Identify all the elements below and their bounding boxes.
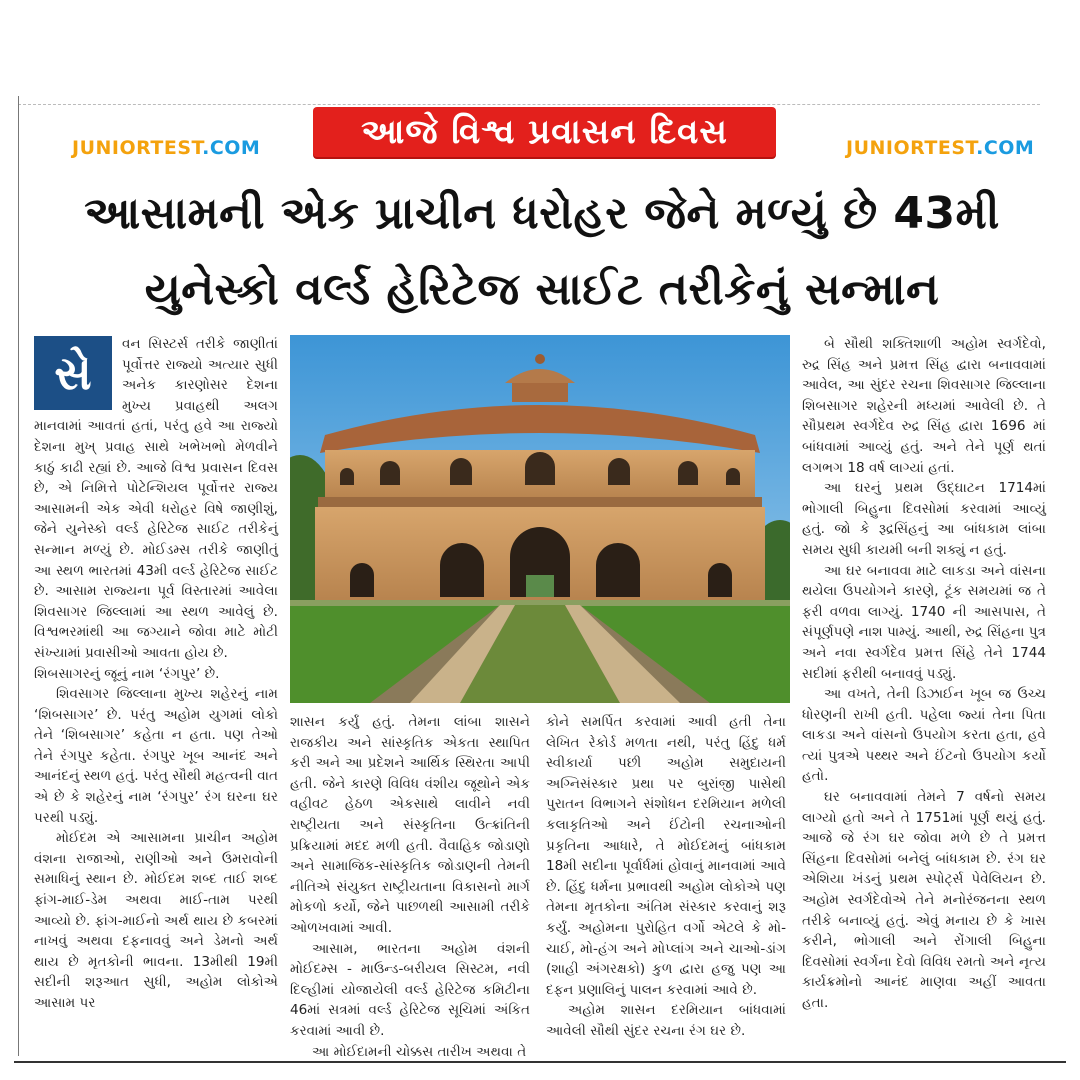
top-rule xyxy=(18,104,1040,105)
col3-paragraph-1: કોને સમર્પિત કરવામાં આવી હતી તેના લેખિત રેકોર્ડ મળતા નથી, પરંતુ હિંદુ ધર્મ સ્વીકાર્યા પછી અહોમ સમુદાયની અગ્નિસંસ્કાર પ્રથા પર બુરાંજી પાસેથી પુરાતન વિભાગને સંશોધન દરમિયાન મળેલી કલાકૃતિઓ અને ઈંટોની રચનાઓની પ્રકૃતિના આધારે, તે મોઈદમનું બાંધકામ 18મી સદીના પૂર્વાર્ધમાં હોવાનું માનવામાં આવે છે. હિંદુ ધર્મના પ્રભાવથી અહોમ લોકોએ પણ તેમના મૃતકોના અંતિમ સંસ્કાર કરવાનું શરૂ કર્યું. અહોમના પુરોહિત વર્ગો એટલે કે મો-ચાઈ, મો-હંગ અને મોપ્લાંગ અને ચાઓ-ડાંગ (શાહી અંગરક્ષકો) કુળ દ્વારા હજુ પણ આ દફન પ્રણાલિનું પાલન કરવામાં આવે છે. xyxy=(546,714,786,998)
watermark-right-suffix: .COM xyxy=(976,137,1035,159)
photo-image xyxy=(290,335,790,703)
col1-paragraph-2: શિબસાગરનું જૂનું નામ ‘રંગપુર’ છે. xyxy=(34,665,220,682)
rang-ghar-photo xyxy=(290,335,790,703)
col1-paragraph-1: વન સિસ્ટર્સ તરીકે જાણીતાં પૂર્વોત્તર રાજ્યો અત્યાર સુધી અનેક કારણોસર દેશના મુખ્ય પ્રવાહથી અલગ માનવામાં આવતાં હતાં, પરંતુ હવે આ રાજ્યો દેશના મુખ્ પ્રવાહ સાથે ખભેખભો મેળવીને કાઠું કાઢી રહ્યાં છે. આજે વિશ્વ પ્રવાસન દિવસ છે, એ નિમિત્તે પોટેન્શિયલ પૂર્વોત્તર રાજ્ય આસામની એક એવી ધરોહર વિષે જાણીશું, જેને યુનેસ્કો વર્લ્ડ હેરિટેજ સાઈટ તરીકેનું સન્માન મળ્યું છે. મોઈડમ્સ તરીકે જાણીતું આ સ્થળ ભારતમાં 43મી વર્લ્ડ હેરિટેજ સાઈટ છે. આસામ રાજ્યના પૂર્વ વિસ્તારમાં આવેલા શિવસાગર જિલ્લામાં આ સ્થળ આવેલું છે. વિશ્વભરમાંથી આ જગ્યાને જોવા માટે મોટી સંખ્યામાં પ્રવાસીઓ આવતા હોય છે. xyxy=(34,336,278,661)
article-column-4 xyxy=(802,334,1046,1014)
col1-paragraph-3: શિવસાગર જિલ્લાના મુખ્ય શહેરનું નામ ‘શિબસાગર’ છે. પરંતુ અહોમ યુગમાં લોકો તેને ‘શિબસાગર’ કહેતા ન હતા. પણ તેઓ તેને રંગપુર કહેતા. રંગપુર ખૂબ આનંદ અને આનંદનું સ્થળ હતું. પરંતુ સૌથી મહત્વની વાત એ છે કે શહેરનું નામ ‘રંગપુર’ રંગ ઘરના ઘર પરથી પડ્યું. xyxy=(34,686,278,826)
article-column-1 xyxy=(34,334,278,1014)
watermark-left-suffix: .COM xyxy=(202,137,261,159)
headline-line2: યુનેસ્કો વર્લ્ડ હેરિટેજ સાઈટ તરીકેનું સન્માન xyxy=(144,264,940,315)
col2-paragraph-1: શાસન કર્યું હતું. તેમના લાંબા શાસને રાજકીય અને સાંસ્કૃતિક એકતા સ્થાપિત કરી અને આ પ્રદેશને આર્થિક સ્થિરતા આપી હતી. જેને કારણે વિવિધ વંશીય જૂથોને એક વહીવટ હેઠળ એકસાથે લાવીને નવી રાષ્ટ્રીયતા અને સંસ્કૃતિના ઉત્ક્રાંતિની પ્રક્રિયામાં મદદ મળી હતી. વૈવાહિક જોડાણો અને સામાજિક-સાંસ્કૃતિક જોડાણની તેમની નીતિએ સંયુક્ત રાષ્ટ્રીયતાના વિકાસનો માર્ગ મોકળો કર્યો, જેને પાછળથી આસામી તરીકે ઓળખવામાં આવી. xyxy=(290,714,530,936)
col4-paragraph-5: ઘર બનાવવામાં તેમને 7 વર્ષનો સમય લાગ્યો હતો અને તે 1751માં પૂર્ણ થયું હતું. આજે જે રંગ ઘર જોવા મળે છે તે પ્રમત્ત સિંહના દિવસોમાં બનેલું બાંધકામ છે. રંગ ઘર એશિયા ખંડનું પ્રથમ સ્પોર્ટ્સ પેવેલિયન છે. અહોમ સ્વર્ગદેવોએ તેને મનોરંજનના સ્થળ તરીકે બનાવ્યું હતું. એવું મનાય છે કે ખાસ કરીને, ભોગાલી અને રોંગાલી બિહુના દિવસોમાં સ્વર્ગના દેવો વિવિધ રમતો અને નૃત્ય કાર્યક્રમોનો આનંદ માણવા અહીં આવતા હતા. xyxy=(802,789,1046,1011)
watermark-left-text: JUNIORTEST xyxy=(72,137,203,159)
left-rule xyxy=(18,96,19,1056)
col1-paragraph-4: મોઈદમ એ આસામના પ્રાચીન અહોમ વંશના રાજાઓ, રાણીઓ અને ઉમરાવોની સમાધિનું સ્થાન છે. મોઈદમ શબ્દ તાઈ શબ્દ ફાંગ-માઈ-ડેમ અથવા માઈ-તામ પરથી આવ્યો છે. ફાંગ-માઈનો અર્થ થાય છે કબરમાં નાખવું અથવા દફનાવવું અને ડેમનો અર્થ થાય છે મૃતકોની ભાવના. 13મીથી 19મી સદીની શરૂઆત સુધી, અહોમ લોકોએ આસામ પર xyxy=(34,830,278,1011)
col2-paragraph-3: આ મોઈદામની ચોક્કસ તારીખ અથવા તે xyxy=(312,1043,527,1060)
col4-paragraph-1: બે સૌથી શક્તિશાળી અહોમ સ્વર્ગદેવો, રુદ્ર સિંહ અને પ્રમત્ત સિંહ દ્વારા બનાવવામાં આવેલ, આ સુંદર રચના શિવસાગર જિલ્લાના શિબસાગર શહેરની મધ્યમાં આવેલી છે. તે સૌપ્રથમ સ્વર્ગદેવ રુદ્ર સિંહ દ્વારા 1696 માં બાંધવામાં આવ્યું હતું. અને તેને પૂર્ણ થતાં લગભગ 18 વર્ષ લાગ્યાં હતાં. xyxy=(802,336,1046,476)
watermark-left xyxy=(72,137,260,159)
article-column-2 xyxy=(290,712,530,1062)
drop-cap: સે xyxy=(34,336,112,410)
watermark-right-text: JUNIORTEST xyxy=(846,137,977,159)
col2-paragraph-2: આસામ, ભારતના અહોમ વંશની મોઈદમ્સ - માઉન્ડ-બરીયલ સિસ્ટમ, નવી દિલ્હીમાં યોજાયેલી વર્લ્ડ હેરિટેજ કમિટીના 46માં સત્રમાં વર્લ્ડ હેરિટેજ સૂચિમાં અંકિત કરવામાં આવી છે. xyxy=(290,940,530,1039)
headline-line1: આસામની એક પ્રાચીન ધરોહર જેને મળ્યું છે 43મી xyxy=(84,188,1000,239)
col4-paragraph-2: આ ઘરનું પ્રથમ ઉદ્ઘાટન 1714માં ભોગાલી બિહુના દિવસોમાં કરવામાં આવ્યું હતું. જો કે રૂદ્રસિંહનું આ બાંધકામ લાંબા સમય સુધી કાયમી બની શક્યું ન હતું. xyxy=(802,480,1046,558)
col4-paragraph-3: આ ઘર બનાવવા માટે લાકડા અને વાંસના થયેલા ઉપયોગને કારણે, ટૂંક સમયમાં જ તે ફરી વળવા લાગ્યું. 1740 ની આસપાસ, તે સંપૂર્ણપણે નાશ પામ્યું. આથી, રુદ્ર સિંહના પુત્ર અને નવા સ્વર્ગદેવ પ્રમત્ત સિંહે તેને 1744 સદીમાં ફરીથી બનાવવું પડ્યું. xyxy=(802,562,1046,682)
col4-paragraph-4: આ વખતે, તેની ડિઝાઈન ખૂબ જ ઉચ્ચ ધોરણની રાખી હતી. પહેલા જ્યાં તેના પિતા લાકડા અને વાંસનો ઉપયોગ કરતા હતા, હવે ત્યાં પુત્રએ પથ્થર અને ઈંટનો ઉપયોગ કર્યો હતો. xyxy=(802,686,1046,785)
col3-paragraph-2: અહોમ શાસન દરમિયાન બાંધવામાં આવેલી સૌથી સુંદર રચના રંગ ઘર છે. xyxy=(546,1002,786,1039)
article-column-3 xyxy=(546,712,786,1042)
section-banner: આજે વિશ્વ પ્રવાસન દિવસ xyxy=(313,107,776,157)
bottom-rule xyxy=(14,1061,1066,1063)
watermark-right xyxy=(846,137,1034,159)
